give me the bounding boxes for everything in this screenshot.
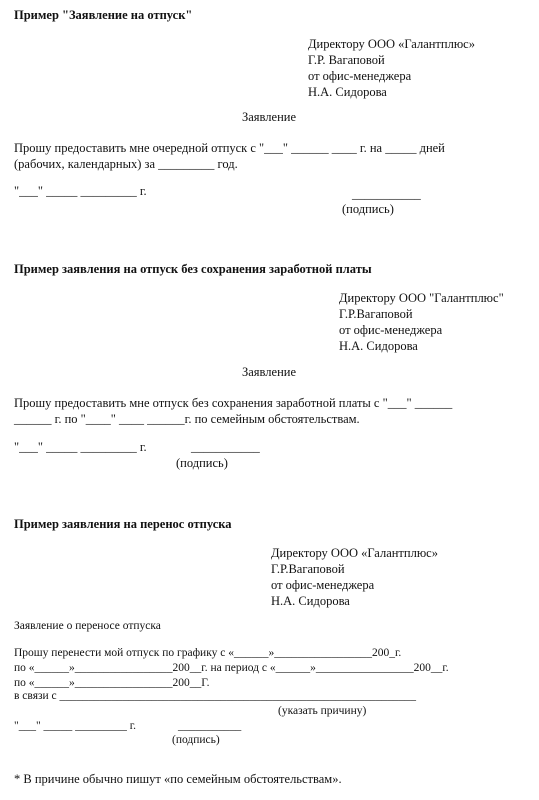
- section-1-body-line-2: (рабочих, календарных) за _________ год.: [14, 157, 238, 171]
- section-3-body-line-1: Прошу перенести мой отпуск по графику с «______»_________________200_г.: [14, 647, 402, 659]
- section-2-title: Заявление: [242, 365, 297, 379]
- section-1-title: Заявление: [242, 110, 297, 124]
- section-3-reason-caption: (указать причину): [278, 705, 367, 717]
- section-2-signature-line: ___________: [191, 440, 260, 454]
- addressee-line: Г.Р.Вагаповой: [271, 562, 345, 576]
- section-2-body-line-1: Прошу предоставить мне отпуск без сохранения заработной платы с "___" ______: [14, 396, 453, 410]
- addressee-line: от офис-менеджера: [339, 323, 443, 337]
- addressee-line: Н.А. Сидорова: [339, 339, 418, 353]
- footnote: * В причине обычно пишут «по семейным обстоятельствам».: [14, 772, 342, 786]
- section-3-date-line: "___" _____ _________ г.: [14, 720, 137, 732]
- section-2-body-line-2: ______ г. по "____" ____ ______г. по семейным обстоятельствам.: [14, 412, 360, 426]
- section-3-signature-line: ___________: [178, 720, 242, 732]
- section-3-addressee: [271, 545, 438, 609]
- addressee-line: Г.Р.Вагаповой: [339, 307, 413, 321]
- section-2-heading: Пример заявления на отпуск без сохранения заработной платы: [14, 262, 372, 276]
- addressee-line: от офис-менеджера: [271, 578, 375, 592]
- section-1-signature-line: ___________: [352, 187, 421, 201]
- section-1-addressee: [308, 36, 475, 100]
- section-2-signature-caption: (подпись): [176, 456, 228, 470]
- section-1-heading: Пример "Заявление на отпуск": [14, 8, 193, 22]
- addressee-line: Директору ООО «Галантплюс»: [271, 546, 438, 560]
- section-3-title: Заявление о переносе отпуска: [14, 620, 161, 632]
- addressee-line: от офис-менеджера: [308, 69, 412, 83]
- section-2-addressee: [339, 290, 504, 354]
- section-3-body-line-2: по «______»_________________200__г. на период с «______»_________________200__г.: [14, 662, 449, 674]
- addressee-line: Н.А. Сидорова: [271, 594, 350, 608]
- addressee-line: Н.А. Сидорова: [308, 85, 387, 99]
- section-3-body-line-4: в связи с ______________________________________________________________: [14, 690, 417, 702]
- section-1-date-line: "___" _____ _________ г.: [14, 184, 147, 198]
- section-3-signature-caption: (подпись): [172, 734, 220, 746]
- section-3-heading: Пример заявления на перенос отпуска: [14, 517, 232, 531]
- section-1-signature-caption: (подпись): [342, 202, 394, 216]
- addressee-line: Г.Р. Вагаповой: [308, 53, 385, 67]
- addressee-line: Директору ООО «Галантплюс»: [308, 37, 475, 51]
- addressee-line: Директору ООО "Галантплюс": [339, 291, 504, 305]
- section-2-date-line: "___" _____ _________ г.: [14, 440, 147, 454]
- section-3-body-line-3: по «______»_________________200__Г.: [14, 677, 210, 689]
- section-1-body-line-1: Прошу предоставить мне очередной отпуск с "___" ______ ____ г. на _____ дней: [14, 141, 445, 155]
